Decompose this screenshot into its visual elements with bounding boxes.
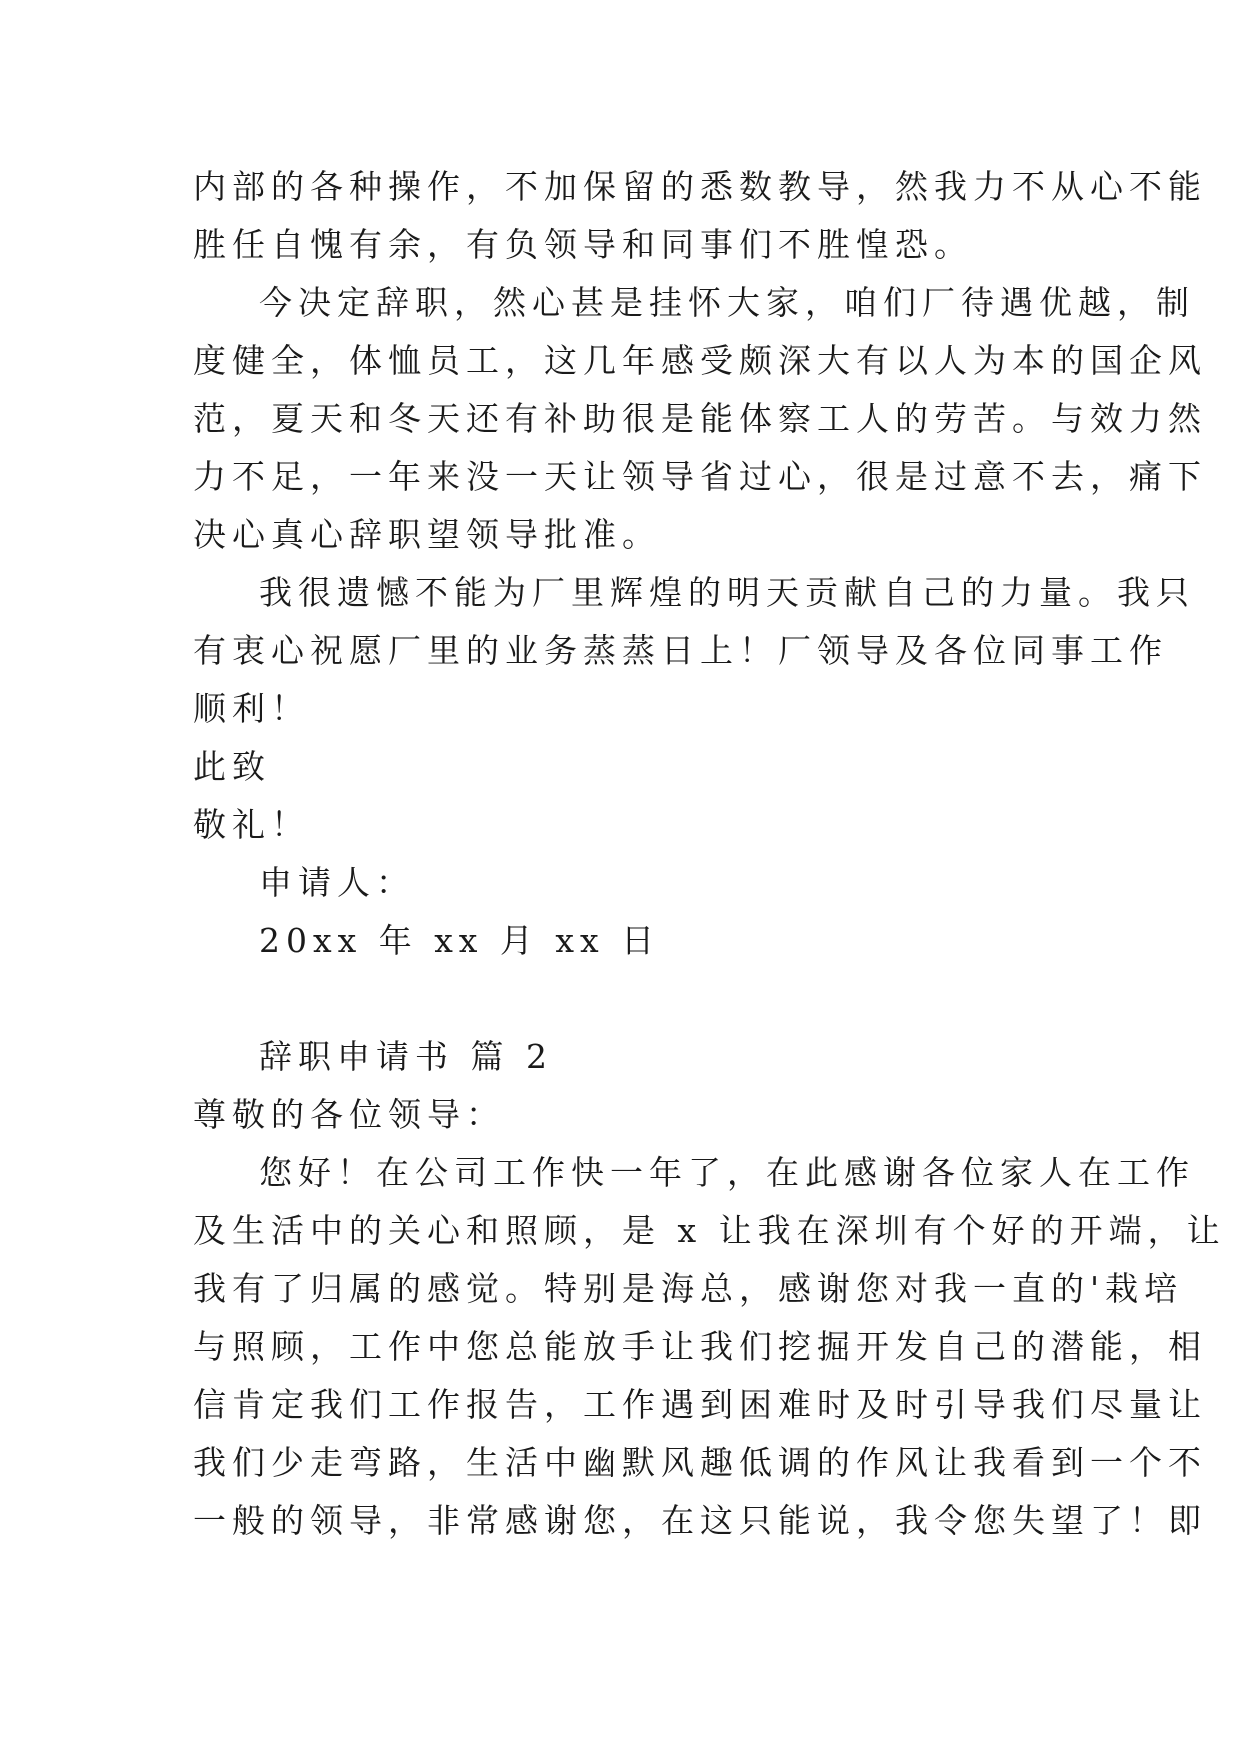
text-line: 范，夏天和冬天还有补助很是能体察工人的劳苦。与效力然 [193, 399, 1207, 438]
text-line: 胜任自愧有余，有负领导和同事们不胜惶恐。 [193, 225, 973, 264]
paragraph-start-line: 我很遗憾不能为厂里辉煌的明天贡献自己的力量。我只 [259, 573, 1195, 612]
text-line: 信肯定我们工作报告，工作遇到困难时及时引导我们尽量让 [193, 1385, 1207, 1424]
text-line: 决心真心辞职望领导批准。 [193, 515, 661, 554]
applicant-label: 申请人： [259, 863, 415, 902]
greeting-line: 尊敬的各位领导： [193, 1095, 505, 1134]
paragraph-start-line: 您好！在公司工作快一年了，在此感谢各位家人在工作 [259, 1153, 1195, 1192]
salutation-line: 敬礼！ [193, 805, 310, 844]
document-body [193, 158, 1226, 1550]
text-line: 内部的各种操作，不加保留的悉数教导，然我力不从心不能 [193, 167, 1207, 206]
closing-line: 此致 [193, 747, 271, 786]
text-line: 我们少走弯路，生活中幽默风趣低调的作风让我看到一个不 [193, 1443, 1207, 1482]
date-line: 20xx 年 xx 月 xx 日 [259, 921, 661, 960]
text-line: 顺利！ [193, 689, 310, 728]
text-line: 有衷心祝愿厂里的业务蒸蒸日上！厂领导及各位同事工作 [193, 631, 1168, 670]
section-title: 辞职申请书 篇 2 [259, 1037, 553, 1076]
paragraph-start-line: 今决定辞职，然心甚是挂怀大家，咱们厂待遇优越，制 [259, 283, 1195, 322]
text-line: 我有了归属的感觉。特别是海总，感谢您对我一直的'栽培 [193, 1269, 1184, 1308]
text-line: 力不足，一年来没一天让领导省过心，很是过意不去，痛下 [193, 457, 1207, 496]
text-line: 一般的领导，非常感谢您，在这只能说，我令您失望了！即 [193, 1501, 1207, 1540]
text-line: 度健全，体恤员工，这几年感受颇深大有以人为本的国企风 [193, 341, 1207, 380]
blank-line [193, 970, 1063, 1028]
text-line: 及生活中的关心和照顾，是 x 让我在深圳有个好的开端，让 [193, 1211, 1226, 1250]
text-line: 与照顾，工作中您总能放手让我们挖掘开发自己的潜能，相 [193, 1327, 1207, 1366]
